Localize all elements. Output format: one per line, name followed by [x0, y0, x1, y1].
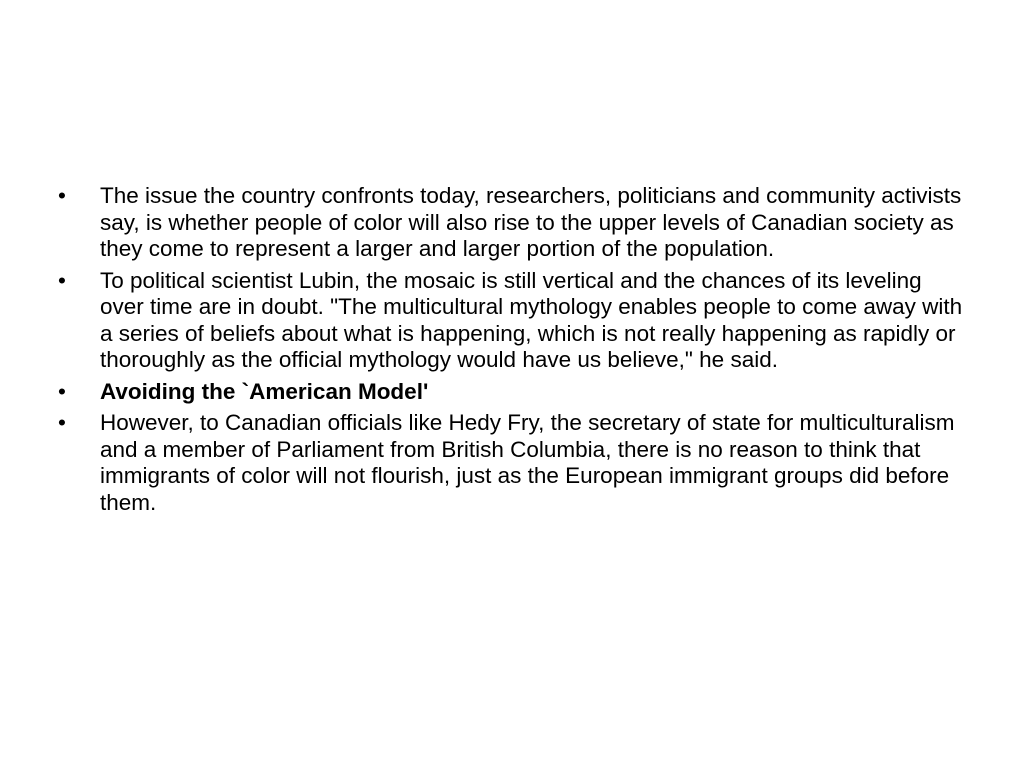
bullet-item-4 [58, 410, 968, 516]
bullet-list [58, 183, 968, 521]
bullet-item-1 [58, 183, 968, 263]
bullet-text: To political scientist Lubin, the mosaic is still vertical and the chances of its leveling over time are in doubt. "The multicultural mythology enables people to come away with a series of beliefs about what is happening, which is not really happening as rapidly or thoroughly as the official mythology would have us believe," he said. [100, 267, 963, 372]
bullet-icon: • [58, 410, 66, 435]
bullet-item-2 [58, 268, 968, 374]
bullet-icon: • [58, 378, 66, 404]
bullet-icon: • [58, 267, 66, 293]
bullet-icon: • [58, 183, 66, 208]
bullet-item-3 [58, 379, 968, 406]
bullet-text: However, to Canadian officials like Hedy Fry, the secretary of state for multiculturalism and a member of Parliament from British Columbia, there is no reason to think that immigrants of color will not flourish, just as the European immigrant groups did before them. [100, 410, 955, 515]
bullet-text: The issue the country confronts today, researchers, politicians and community activists say, is whether people of color will also rise to the upper levels of Canadian society as they come to represent a larger and larger portion of the population. [100, 183, 962, 261]
bullet-heading: Avoiding the `American Model' [100, 378, 429, 404]
